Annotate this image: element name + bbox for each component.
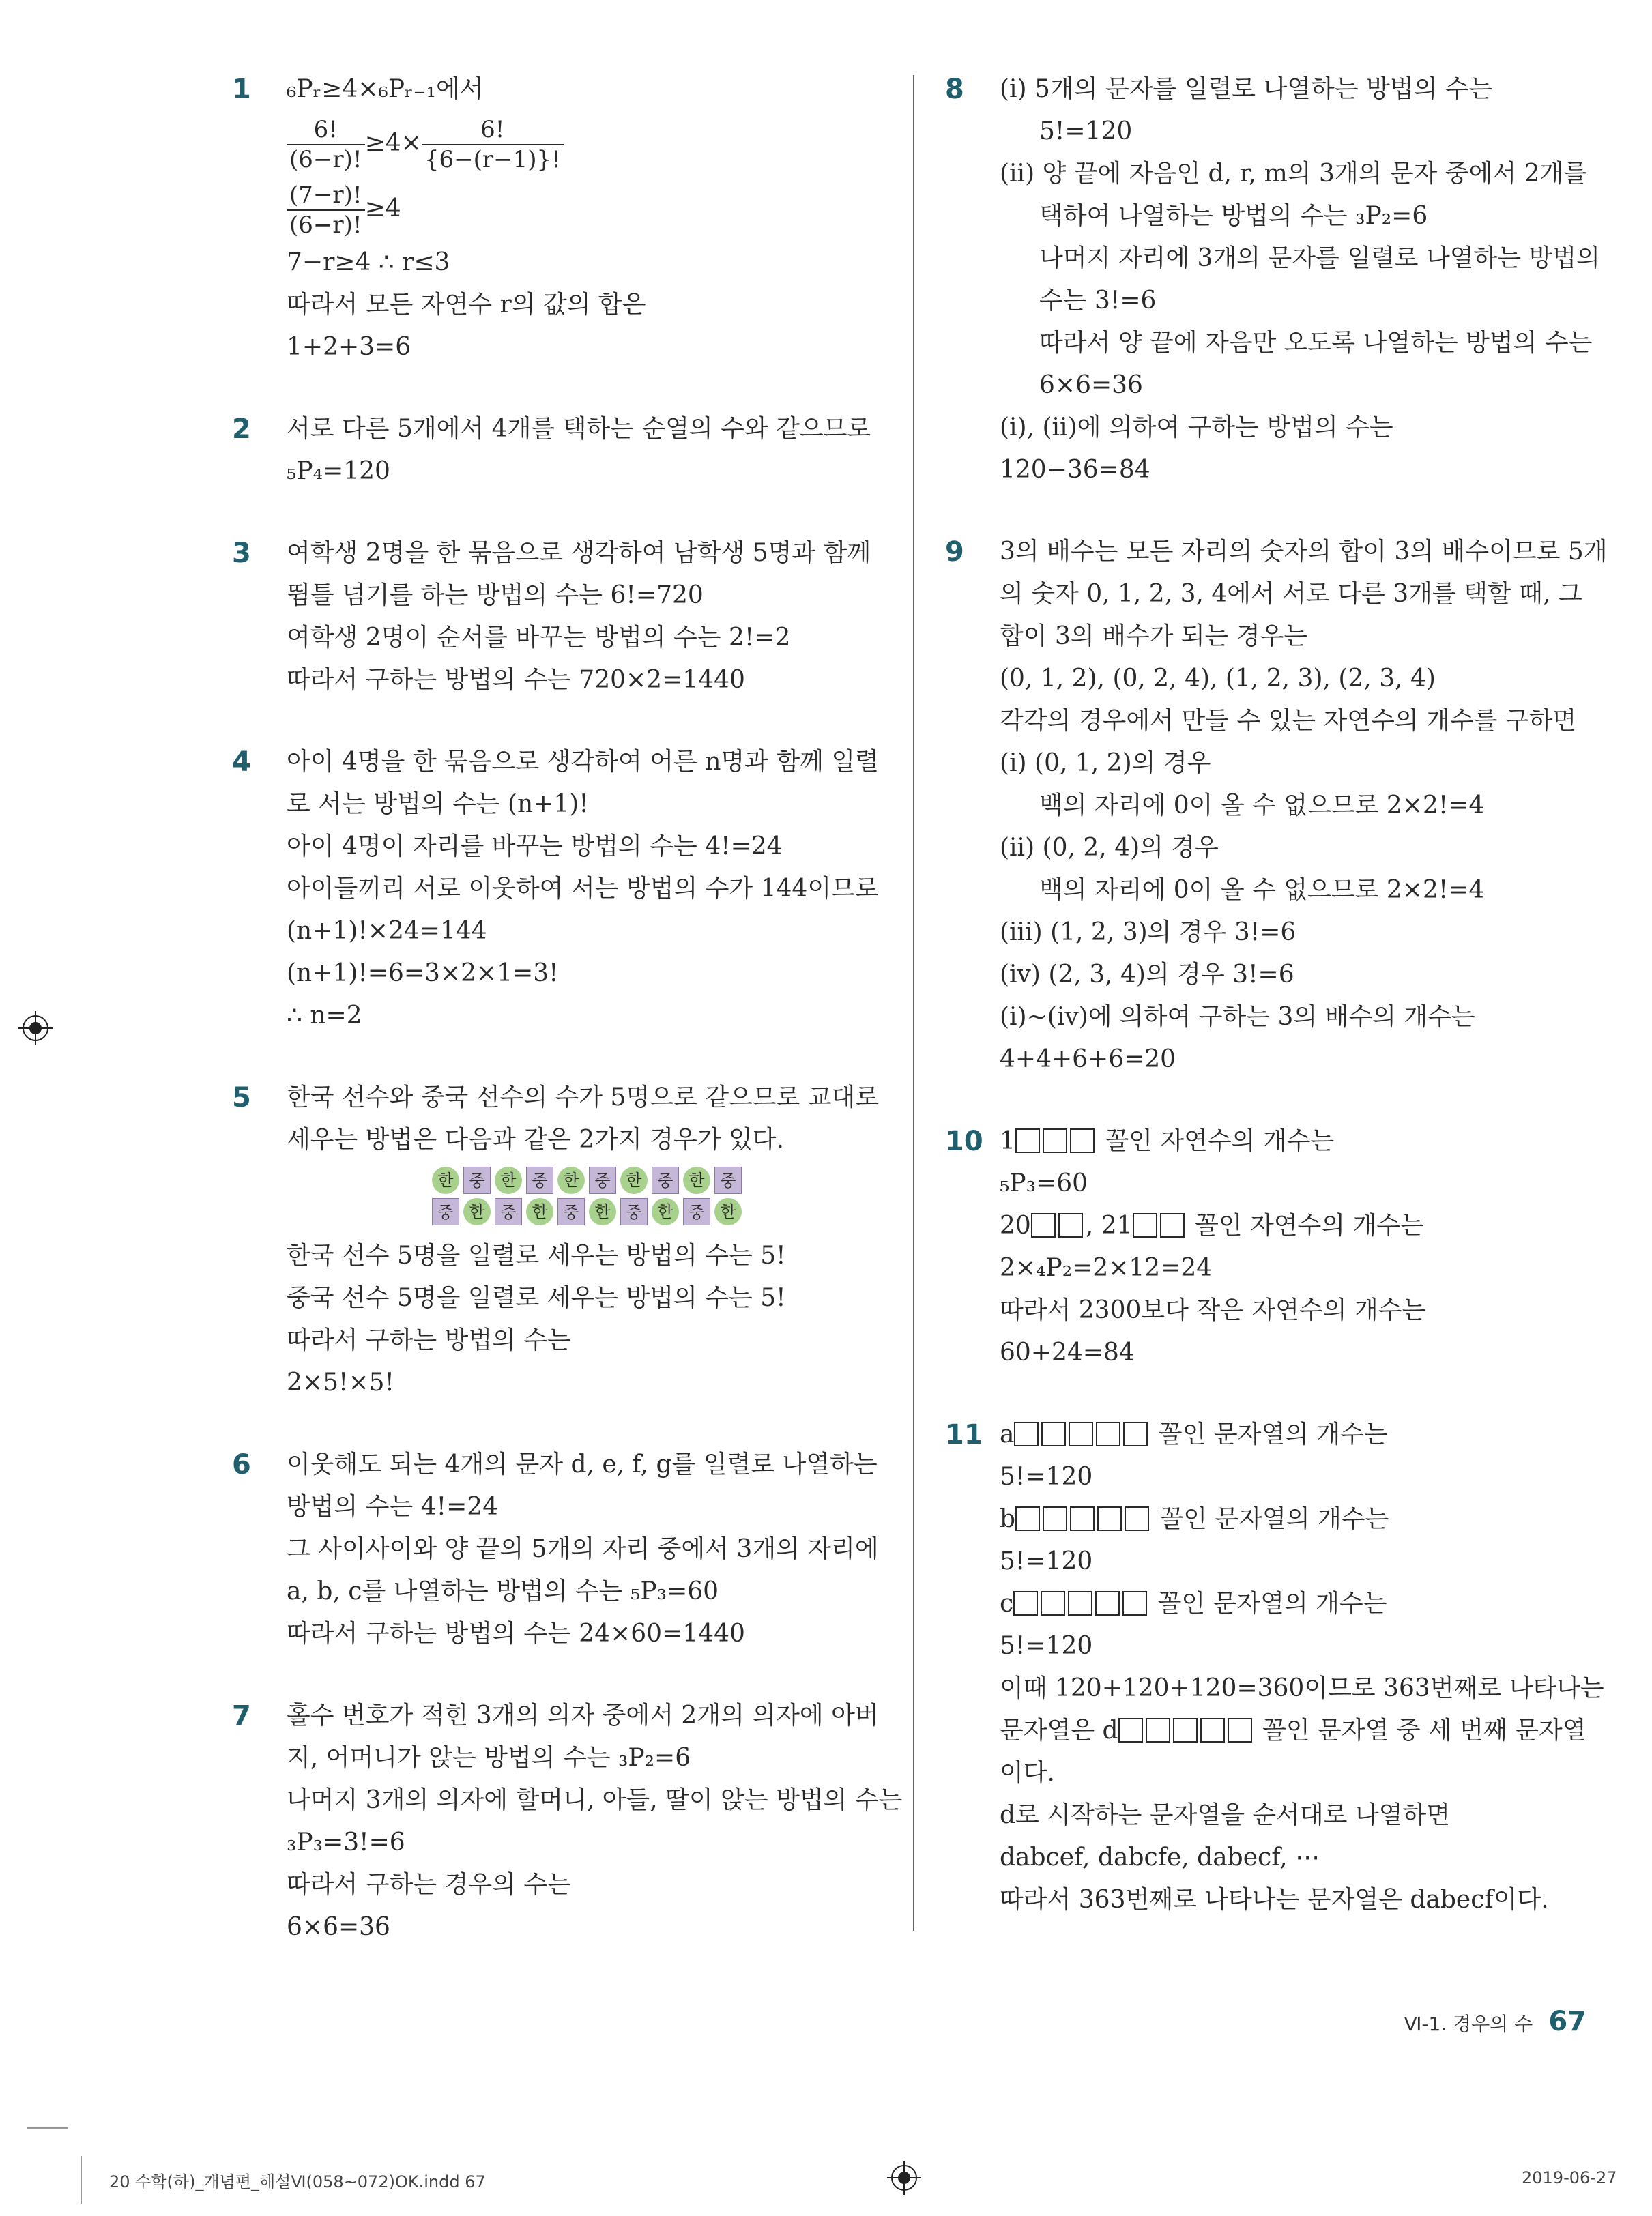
solution-line: 한국 선수와 중국 선수의 수가 5명으로 같으므로 교대로 [287, 1083, 880, 1111]
fraction [287, 181, 365, 239]
problem-1 [232, 68, 887, 368]
solution-line: (ⅱ) (0, 2, 4)의 경우 [1000, 834, 1219, 862]
solution-line [1000, 1205, 1600, 1247]
blank-box [1096, 1422, 1120, 1446]
problem-9 [945, 531, 1608, 1081]
blank-box [1146, 1718, 1170, 1743]
solution-line: (n+1)!×24=144 [287, 917, 487, 945]
solution-line: (0, 1, 2), (0, 2, 4), (1, 2, 3), (2, 3, 4) [1000, 665, 1436, 692]
solution-line: 따라서 구하는 방법의 수는 24×60=1440 [287, 1620, 745, 1648]
blank-box [1069, 1422, 1093, 1446]
problem-number: 2 [232, 413, 251, 445]
left-column [232, 68, 903, 1988]
solution-line [1000, 1583, 1600, 1625]
line-suffix: 꼴인 문자열의 개수는 [1152, 1505, 1389, 1533]
solution-line: 나머지 3개의 의자에 할머니, 아들, 딸이 앉는 방법의 수는 [287, 1786, 903, 1814]
solution-line: 5!=120 [1000, 1547, 1093, 1575]
solution-line: 합이 3의 배수가 되는 경우는 [1000, 622, 1308, 650]
solution-line: 백의 자리에 0이 올 수 없으므로 2×2!=4 [1039, 791, 1485, 819]
problem-number: 7 [232, 1700, 251, 1732]
problem-8 [945, 68, 1600, 491]
blank-box [1031, 1213, 1056, 1238]
korea-player-chip: 한 [432, 1167, 459, 1194]
solution-line: 60+24=84 [1000, 1339, 1135, 1367]
fraction [287, 115, 365, 174]
korea-player-chip: 한 [526, 1198, 553, 1225]
solution-line [1000, 1120, 1600, 1163]
solution-line: 6×6=36 [1039, 371, 1143, 399]
blank-box [1015, 1506, 1040, 1531]
solution-line: 여학생 2명이 순서를 바꾸는 방법의 수는 2!=2 [287, 624, 791, 652]
china-player-chip: 중 [714, 1167, 742, 1194]
problem-number: 8 [945, 74, 964, 105]
problem-6 [232, 1444, 887, 1655]
solution-line: 로 서는 방법의 수는 (n+1)! [287, 790, 589, 818]
solution-line: 120−36=84 [1000, 456, 1150, 484]
solution-line: 6×6=36 [287, 1913, 390, 1941]
solution-line: 5!=120 [1039, 117, 1133, 145]
china-player-chip: 중 [620, 1198, 648, 1225]
solution-line: 이때 120+120+120=360이므로 363번째로 나타나는 [1000, 1674, 1604, 1702]
solution-line: 수는 3!=6 [1039, 287, 1157, 315]
solution-line: (ⅲ) (1, 2, 3)의 경우 3!=6 [1000, 918, 1296, 946]
solution-line: 1+2+3=6 [287, 333, 411, 361]
problem-number: 9 [945, 536, 964, 568]
solution-line: 백의 자리에 0이 올 수 없으므로 2×2!=4 [1039, 876, 1485, 904]
blank-box [1070, 1128, 1095, 1153]
blank-box [1095, 1591, 1120, 1616]
solution-line [1000, 1498, 1600, 1541]
korea-player-chip: 한 [652, 1198, 679, 1225]
blank-box [1013, 1591, 1038, 1616]
solution-line: 아이 4명이 자리를 바꾸는 방법의 수는 4!=24 [287, 832, 783, 860]
solution-line: 중국 선수 5명을 일렬로 세우는 방법의 수는 5! [287, 1284, 786, 1312]
solution-line: (ⅱ) 양 끝에 자음인 d, r, m의 3개의 문자 중에서 2개를 [1000, 160, 1588, 188]
lineup-row [287, 1167, 887, 1194]
registration-mark-icon [887, 2161, 921, 2195]
solution-line: 이다. [1000, 1759, 1055, 1787]
problem-3 [232, 532, 887, 701]
solution-line: 아이들끼리 서로 이웃하여 서는 방법의 수가 144이므로 [287, 875, 879, 903]
china-player-chip: 중 [526, 1167, 553, 1194]
fraction-line [287, 111, 887, 176]
lineup-diagram [287, 1167, 887, 1225]
line-suffix: 꼴인 문자열의 개수는 [1150, 1590, 1387, 1618]
blank-box [1041, 1591, 1065, 1616]
blank-box [1173, 1718, 1198, 1743]
solution-line: (ⅰ) 5개의 문자를 일렬로 나열하는 방법의 수는 [1000, 75, 1493, 103]
blank-box [1014, 1422, 1039, 1446]
blank-box [1133, 1213, 1157, 1238]
china-player-chip: 중 [432, 1198, 459, 1225]
solution-line: 5!=120 [1000, 1463, 1093, 1491]
line-suffix: 꼴인 문자열의 개수는 [1150, 1420, 1388, 1448]
blank-box [1041, 1422, 1066, 1446]
line-prefix: c [1000, 1590, 1014, 1618]
solution-line: 이웃해도 되는 4개의 문자 d, e, f, g를 일렬로 나열하는 [287, 1450, 878, 1478]
solution-line: 7−r≥4 ∴ r≤3 [287, 248, 450, 276]
solution-line: 뜀틀 넘기를 하는 방법의 수는 6!=720 [287, 581, 704, 609]
numerator: 6! [287, 115, 365, 145]
fraction-line [287, 176, 887, 242]
blank-box [1228, 1718, 1252, 1743]
korea-player-chip: 한 [463, 1198, 491, 1225]
solution-line: 2×5!×5! [287, 1369, 394, 1397]
slug-divider [81, 2156, 82, 2204]
solution-line: 따라서 모든 자연수 r의 값의 합은 [287, 291, 646, 319]
blank-box [1118, 1718, 1143, 1743]
solution-line: ∴ n=2 [287, 1002, 362, 1030]
solution-line: a, b, c를 나열하는 방법의 수는 ₅P₃=60 [287, 1577, 719, 1605]
solution-line: (ⅳ) (2, 3, 4)의 경우 3!=6 [1000, 961, 1294, 989]
solution-line: 각각의 경우에서 만들 수 있는 자연수의 개수를 구하면 [1000, 707, 1577, 735]
solution-line: 따라서 구하는 방법의 수는 720×2=1440 [287, 666, 745, 694]
solution-line: 한국 선수 5명을 일렬로 세우는 방법의 수는 5! [287, 1242, 786, 1270]
solution-line: ₆Pᵣ≥4×₆Pᵣ₋₁에서 [287, 75, 484, 103]
solution-line: (n+1)!=6=3×2×1=3! [287, 959, 559, 987]
problem-number: 4 [232, 746, 251, 778]
solution-line: 5!=120 [1000, 1632, 1093, 1660]
solution-line: ₅P₃=60 [1000, 1169, 1088, 1197]
china-player-chip: 중 [463, 1167, 491, 1194]
blank-box [1123, 1422, 1148, 1446]
korea-player-chip: 한 [620, 1167, 648, 1194]
blank-box [1097, 1506, 1122, 1531]
column-divider [913, 75, 914, 1931]
blank-box [1070, 1506, 1095, 1531]
denominator: (6−r)! [289, 212, 362, 239]
numerator: 6! [422, 115, 564, 145]
blank-box [1068, 1591, 1092, 1616]
solution-line: 홀수 번호가 적힌 3개의 의자 중에서 2개의 의자에 아버 [287, 1702, 879, 1730]
solution-line: 나머지 자리에 3개의 문자를 일렬로 나열하는 방법의 [1039, 244, 1600, 272]
solution-line: ₅P₄=120 [287, 457, 390, 485]
solution-line: 아이 4명을 한 묶음으로 생각하여 어른 n명과 함께 일렬 [287, 748, 879, 776]
korea-player-chip: 한 [714, 1198, 742, 1225]
problem-number: 5 [232, 1082, 251, 1113]
problem-number: 10 [945, 1126, 983, 1157]
solution-line: 따라서 양 끝에 자음만 오도록 나열하는 방법의 수는 [1039, 329, 1593, 357]
china-player-chip: 중 [683, 1198, 710, 1225]
slug-date: 2019-06-27 [1522, 2168, 1617, 2187]
solution-line: ₃P₃=3!=6 [287, 1828, 405, 1856]
solution-line: dabcef, dabcfe, dabecf, ⋯ [1000, 1843, 1320, 1871]
solution-line: 여학생 2명을 한 묶음으로 생각하여 남학생 5명과 함께 [287, 539, 871, 567]
blank-box [1015, 1128, 1040, 1153]
problem-10 [945, 1120, 1600, 1374]
line-prefix: 20 [1000, 1212, 1031, 1240]
chapter-label: Ⅵ-1. 경우의 수 [1404, 2013, 1533, 2035]
korea-player-chip: 한 [683, 1167, 710, 1194]
solution-line [1000, 1414, 1600, 1456]
solution-line: (ⅰ) (0, 1, 2)의 경우 [1000, 749, 1211, 777]
problem-5 [232, 1077, 887, 1404]
problem-number: 1 [232, 74, 251, 105]
numerator: (7−r)! [287, 181, 365, 211]
solution-line: 지, 어머니가 앉는 방법의 수는 ₃P₂=6 [287, 1744, 691, 1772]
right-column [945, 68, 1608, 1961]
problem-11 [945, 1414, 1604, 1921]
line-suffix: 꼴인 자연수의 개수는 [1187, 1212, 1424, 1240]
china-player-chip: 중 [652, 1167, 679, 1194]
problem-number: 6 [232, 1449, 251, 1481]
fraction [422, 115, 564, 174]
page-number: 67 [1548, 2006, 1586, 2037]
solution-line: 그 사이사이와 양 끝의 5개의 자리 중에서 3개의 자리에 [287, 1535, 879, 1563]
denominator: {6−(r−1)}! [424, 146, 561, 173]
solution-line: (ⅰ)~(ⅳ)에 의하여 구하는 3의 배수의 개수는 [1000, 1003, 1475, 1031]
solution-line: 택하여 나열하는 방법의 수는 ₃P₂=6 [1039, 202, 1428, 230]
solution-line: 의 숫자 0, 1, 2, 3, 4에서 서로 다른 3개를 택할 때, 그 [1000, 580, 1582, 608]
registration-mark-icon [18, 1011, 53, 1045]
blank-box [1160, 1213, 1185, 1238]
line-suffix: 꼴인 문자열 중 세 번째 문자열 [1254, 1717, 1586, 1745]
problem-number: 3 [232, 538, 251, 569]
china-player-chip: 중 [557, 1198, 585, 1225]
blank-box [1200, 1718, 1225, 1743]
solution-line: (ⅰ), (ⅱ)에 의하여 구하는 방법의 수는 [1000, 413, 1393, 441]
blank-box [1058, 1213, 1083, 1238]
crop-rule [27, 2127, 68, 2129]
inequality-text: ≥4× [364, 129, 422, 157]
solution-line: 따라서 구하는 방법의 수는 [287, 1326, 571, 1354]
inequality-text: ≥4 [364, 194, 401, 222]
solution-line: 따라서 구하는 경우의 수는 [287, 1871, 571, 1899]
china-player-chip: 중 [589, 1167, 616, 1194]
line-middle: , 21 [1085, 1212, 1133, 1240]
solution-line [1000, 1710, 1600, 1752]
blank-box [1043, 1128, 1067, 1153]
problem-2 [232, 408, 887, 493]
solution-line: 따라서 363번째로 나타나는 문자열은 dabecf이다. [1000, 1886, 1549, 1914]
slug-filename: 20 수학(하)_개념편_해설Ⅵ(058~072)OK.indd 67 [109, 2172, 486, 2191]
solution-line: d로 시작하는 문자열을 순서대로 나열하면 [1000, 1801, 1451, 1829]
solution-line: 4+4+6+6=20 [1000, 1045, 1176, 1073]
lineup-row [287, 1198, 887, 1225]
solution-line: 방법의 수는 4!=24 [287, 1493, 499, 1521]
line-prefix: 문자열은 d [1000, 1717, 1118, 1745]
solution-line: 2×₄P₂=2×12=24 [1000, 1254, 1213, 1282]
korea-player-chip: 한 [589, 1198, 616, 1225]
line-prefix: a [1000, 1420, 1015, 1448]
denominator: (6−r)! [289, 146, 362, 173]
solution-line: 따라서 2300보다 작은 자연수의 개수는 [1000, 1296, 1426, 1324]
problem-4 [232, 741, 887, 1037]
korea-player-chip: 한 [495, 1167, 522, 1194]
blank-box [1043, 1506, 1067, 1531]
problem-number: 11 [945, 1419, 983, 1450]
problem-7 [232, 1695, 903, 1949]
line-prefix: b [1000, 1505, 1016, 1533]
solution-line: 서로 다른 5개에서 4개를 택하는 순열의 수와 같으므로 [287, 415, 871, 443]
line-suffix: 꼴인 자연수의 개수는 [1097, 1127, 1335, 1155]
china-player-chip: 중 [495, 1198, 522, 1225]
blank-box [1125, 1506, 1149, 1531]
solution-line: 세우는 방법은 다음과 같은 2가지 경우가 있다. [287, 1126, 784, 1154]
page-footer [1404, 2006, 1586, 2037]
blank-box [1122, 1591, 1147, 1616]
line-prefix: 1 [1000, 1127, 1015, 1155]
solution-line: 3의 배수는 모든 자리의 숫자의 합이 3의 배수이므로 5개 [1000, 538, 1608, 566]
korea-player-chip: 한 [557, 1167, 585, 1194]
